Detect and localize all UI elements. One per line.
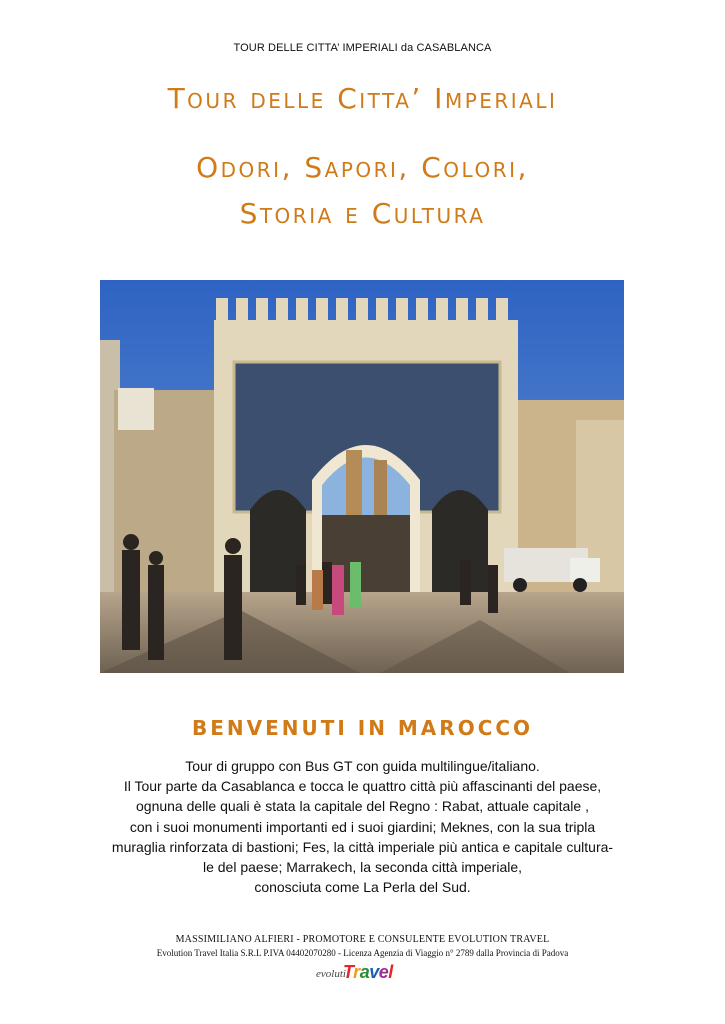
- description-line: ognuna delle quali è stata la capitale del Regno : Rabat, attuale capitale ,: [136, 798, 589, 815]
- welcome-heading: BENVENUTI IN MAROCCO: [191, 716, 534, 740]
- footer-company-info: Evolution Travel Italia S.R.L P.IVA 04402070280 - Licenza Agenzia di Viaggio n° 2789 dalla Provincia di Padova: [156, 948, 569, 958]
- description-line: con i suoi monumenti importanti ed i suoi giardini; Meknes, con la sua tripla: [129, 818, 596, 835]
- description-line: le del paese; Marrakech, la seconda città imperiale,: [202, 859, 523, 876]
- subtitle-line-1: Odori, Sapori, Colori,: [196, 151, 529, 184]
- subtitle-line-2: Storia e Cultura: [239, 197, 486, 230]
- logo-prefix: evoluti: [316, 968, 346, 980]
- main-title: Tour delle Citta’ Imperiali: [167, 82, 558, 115]
- gate-photo: [100, 280, 624, 673]
- tour-description: [60, 756, 665, 897]
- description-line: Tour di gruppo con Bus GT con guida multilingue/italiano.: [185, 758, 540, 774]
- description-line: Il Tour parte da Casablanca e tocca le quattro città più affascinanti del paese,: [123, 778, 602, 795]
- description-line: conosciuta come La Perla del Sud.: [254, 879, 471, 896]
- document-header: TOUR DELLE CITTA’ IMPERIALI da CASABLANCA: [233, 42, 492, 54]
- footer-promoter: MASSIMILIANO ALFIERI - PROMOTORE E CONSULENTE EVOLUTION TRAVEL: [175, 934, 550, 945]
- logo-word: Travel: [343, 962, 393, 982]
- description-line: muraglia rinforzata di bastioni; Fes, la città imperiale più antica e capitale cultura-: [111, 838, 614, 855]
- evolution-travel-logo: [316, 963, 411, 985]
